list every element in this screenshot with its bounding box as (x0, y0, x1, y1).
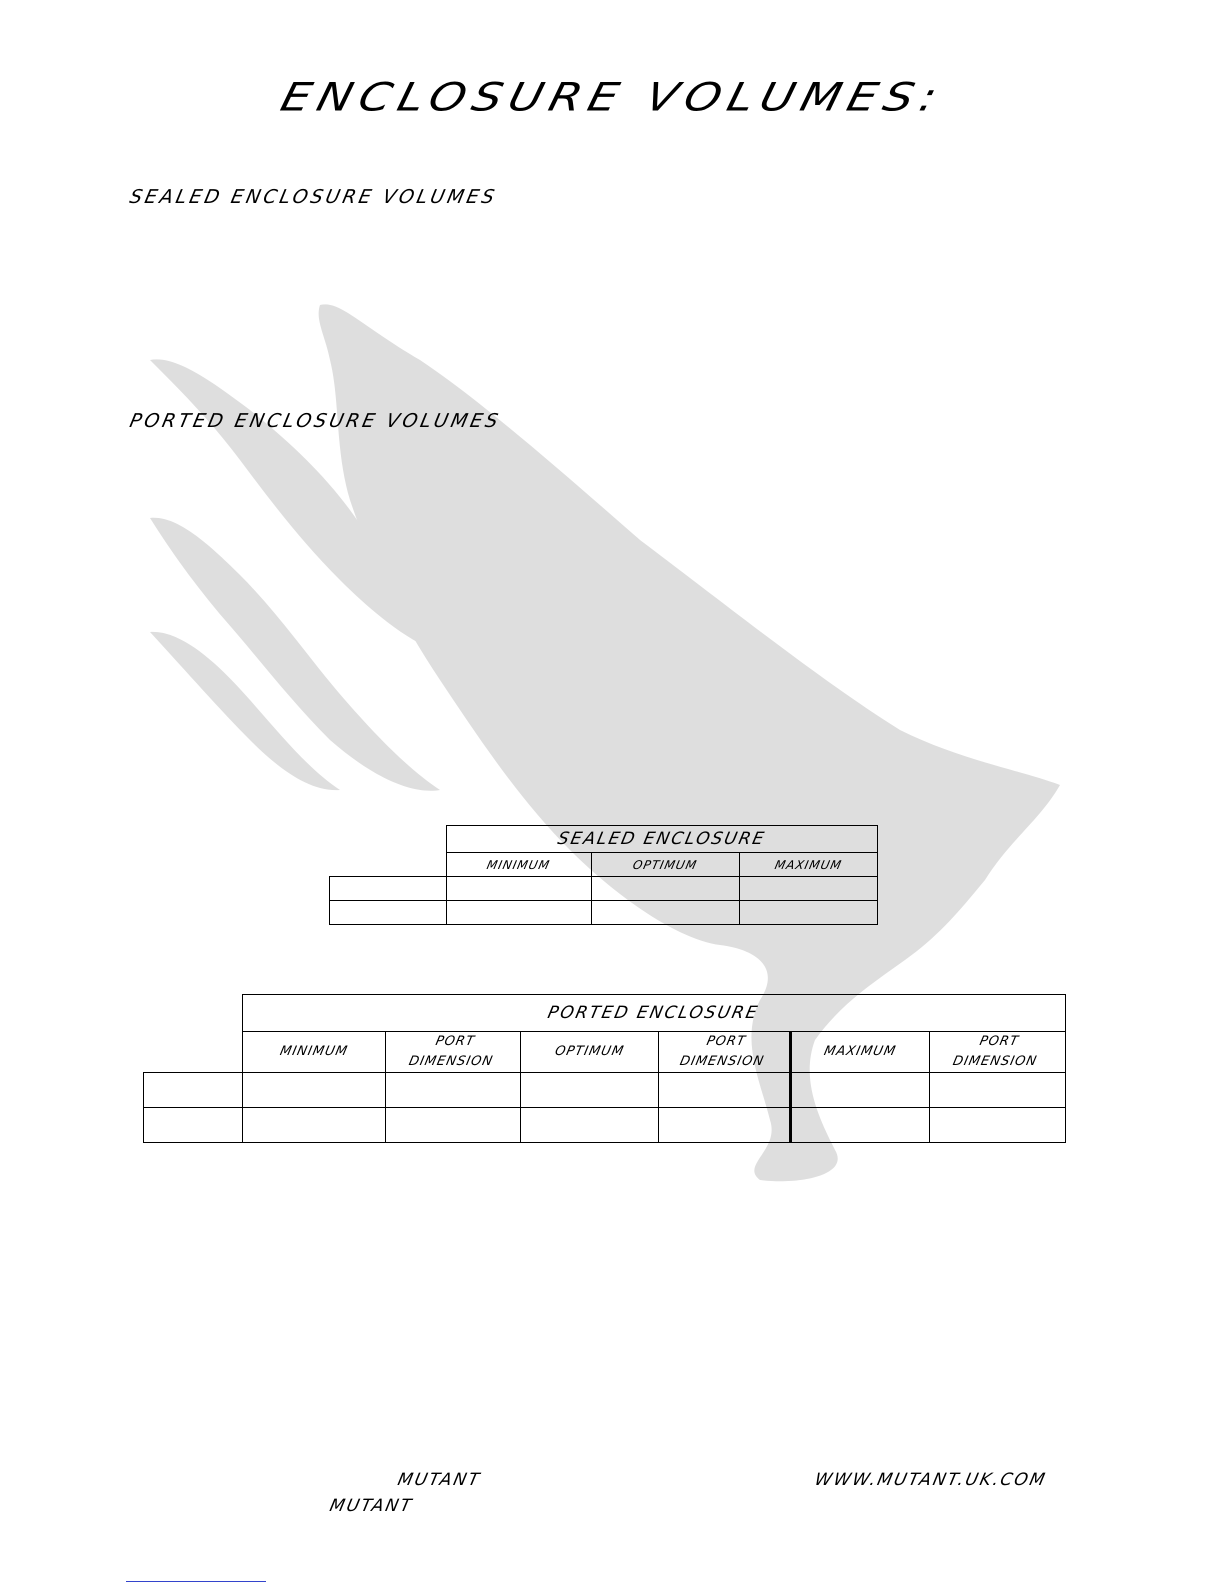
ported-table-title: PORTED ENCLOSURE (242, 995, 1065, 1032)
table-cell (242, 1108, 385, 1143)
table-cell (520, 1073, 658, 1108)
table-cell (385, 1073, 520, 1108)
table-cell (242, 1073, 385, 1108)
table-corner (330, 826, 447, 853)
row-label (330, 877, 447, 901)
table-cell (929, 1073, 1065, 1108)
column-header-port-dimension: PORT DIMENSION (658, 1032, 790, 1073)
column-header-optimum: OPTIMUM (591, 853, 739, 877)
ported-section-heading: PORTED ENCLOSURE VOLUMES (127, 410, 503, 432)
table-cell (591, 901, 739, 925)
page-title: ENCLOSURE VOLUMES: (276, 74, 949, 120)
table-row (144, 1073, 1066, 1108)
table-row (144, 1108, 1066, 1143)
table-cell (385, 1108, 520, 1143)
row-label (144, 1108, 243, 1143)
column-header-maximum: MAXIMUM (739, 853, 877, 877)
table-cell (591, 877, 739, 901)
ported-enclosure-table (143, 994, 1066, 1143)
table-cell (929, 1108, 1065, 1143)
table-cell (790, 1073, 929, 1108)
table-cell (739, 877, 877, 901)
table-corner (330, 853, 447, 877)
footer-link-underline (126, 1581, 266, 1582)
row-label (330, 901, 447, 925)
table-cell (790, 1108, 929, 1143)
footer-website-link[interactable]: WWW.MUTANT.UK.COM (812, 1470, 1049, 1490)
sealed-table-title: SEALED ENCLOSURE (446, 826, 877, 853)
table-cell (739, 901, 877, 925)
footer-brand: MUTANT (327, 1496, 415, 1516)
column-header-minimum: MINIMUM (242, 1032, 385, 1073)
footer-brand: MUTANT (395, 1470, 483, 1490)
table-cell (658, 1073, 790, 1108)
table-cell (446, 901, 591, 925)
column-header-optimum: OPTIMUM (520, 1032, 658, 1073)
table-corner (144, 995, 243, 1032)
column-header-port-dimension: PORT DIMENSION (929, 1032, 1065, 1073)
column-header-minimum: MINIMUM (446, 853, 591, 877)
row-label (144, 1073, 243, 1108)
table-cell (658, 1108, 790, 1143)
sealed-enclosure-table (329, 825, 878, 925)
table-row (330, 901, 878, 925)
sealed-section-heading: SEALED ENCLOSURE VOLUMES (127, 186, 500, 208)
column-header-port-dimension: PORT DIMENSION (385, 1032, 520, 1073)
table-corner (144, 1032, 243, 1073)
table-cell (446, 877, 591, 901)
table-cell (520, 1108, 658, 1143)
table-row (330, 877, 878, 901)
column-header-maximum: MAXIMUM (790, 1032, 929, 1073)
